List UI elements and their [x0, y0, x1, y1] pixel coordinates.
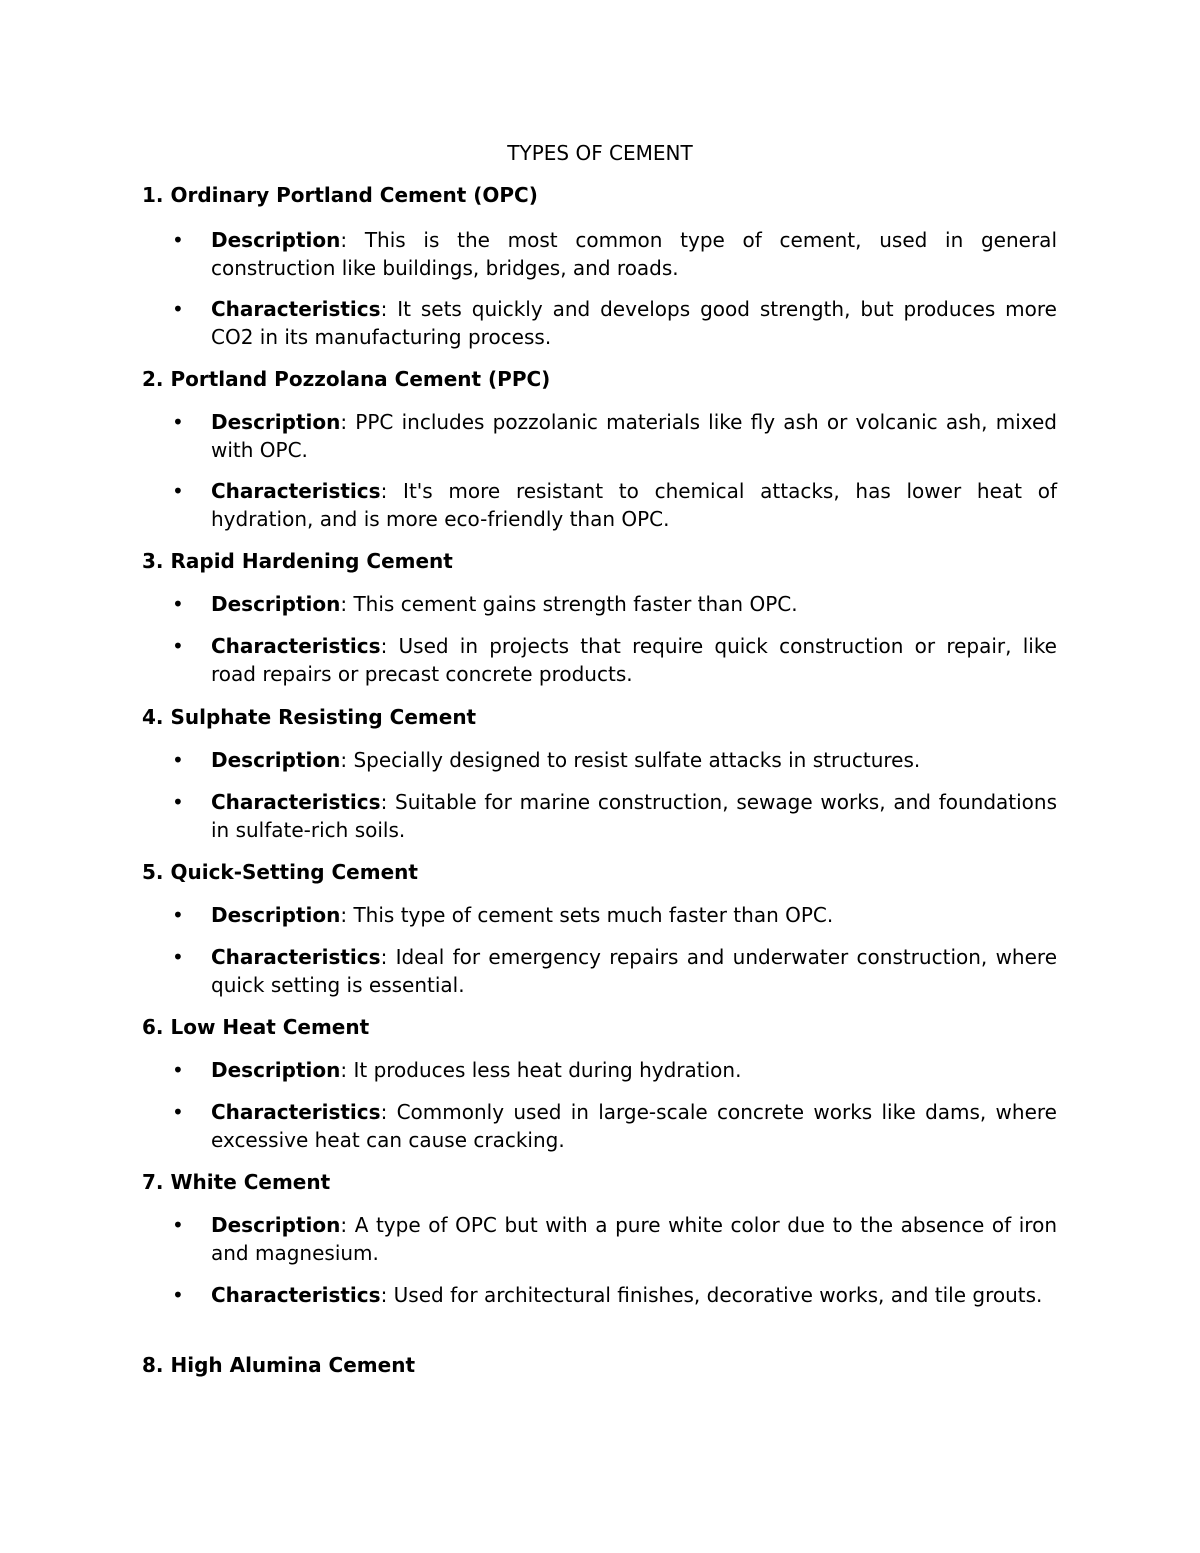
- bullet-label: Description: [211, 1213, 341, 1237]
- bullet-text: Description: It produces less heat during hydration.: [211, 1058, 742, 1082]
- bullet-icon: •: [172, 903, 184, 927]
- bullet-label: Description: [211, 1058, 341, 1082]
- bullet-text: Characteristics: Used for architectural finishes, decorative works, and tile grouts.: [211, 1283, 1043, 1307]
- section-heading: 4. Sulphate Resisting Cement: [142, 705, 477, 729]
- bullet-label: Description: [211, 903, 341, 927]
- bullet-text: Characteristics: Ideal for emergency repairs and underwater construction, where quick setting is essential.: [211, 945, 1057, 997]
- document-title: TYPES OF CEMENT: [507, 141, 693, 165]
- bullet-icon: •: [172, 479, 184, 503]
- bullet-icon: •: [172, 1283, 184, 1307]
- bullet-text: Description: This cement gains strength faster than OPC.: [211, 592, 798, 616]
- bullet-label: Characteristics: [211, 1283, 381, 1307]
- bullet-icon: •: [172, 410, 184, 434]
- bullet-icon: •: [172, 945, 184, 969]
- bullet-label: Description: [211, 228, 341, 252]
- section-heading: 5. Quick-Setting Cement: [142, 860, 418, 884]
- bullet-text: Description: A type of OPC but with a pure white color due to the absence of iron and magnesium.: [211, 1213, 1057, 1265]
- bullet-text: Description: PPC includes pozzolanic materials like fly ash or volcanic ash, mixed with OPC.: [211, 410, 1057, 462]
- bullet-icon: •: [172, 748, 184, 772]
- bullet-label: Characteristics: [211, 790, 381, 814]
- bullet-label: Description: [211, 410, 341, 434]
- bullet-icon: •: [172, 1100, 184, 1124]
- bullet-icon: •: [172, 790, 184, 814]
- bullet-label: Characteristics: [211, 1100, 381, 1124]
- bullet-text: Description: This is the most common type of cement, used in general construction like buildings, bridges, and roads.: [211, 228, 1057, 280]
- bullet-text: Characteristics: Used in projects that require quick construction or repair, like road repairs or precast concrete products.: [211, 634, 1057, 686]
- bullet-text: Characteristics: It's more resistant to chemical attacks, has lower heat of hydration, and is more eco-friendly than OPC.: [211, 479, 1057, 531]
- bullet-icon: •: [172, 1213, 184, 1237]
- bullet-icon: •: [172, 592, 184, 616]
- bullet-label: Characteristics: [211, 297, 381, 321]
- bullet-text: Characteristics: It sets quickly and develops good strength, but produces more CO2 in its manufacturing process.: [211, 297, 1057, 349]
- bullet-text: Description: Specially designed to resist sulfate attacks in structures.: [211, 748, 921, 772]
- bullet-icon: •: [172, 634, 184, 658]
- section-heading: 6. Low Heat Cement: [142, 1015, 370, 1039]
- section-heading: 3. Rapid Hardening Cement: [142, 549, 453, 573]
- bullet-label: Description: [211, 592, 341, 616]
- bullet-label: Characteristics: [211, 634, 381, 658]
- bullet-label: Characteristics: [211, 479, 381, 503]
- bullet-text: Characteristics: Commonly used in large-scale concrete works like dams, where excessive heat can cause cracking.: [211, 1100, 1057, 1152]
- bullet-text: Characteristics: Suitable for marine construction, sewage works, and foundations in sulfate-rich soils.: [211, 790, 1057, 842]
- bullet-label: Characteristics: [211, 945, 381, 969]
- bullet-icon: •: [172, 297, 184, 321]
- bullet-icon: •: [172, 1058, 184, 1082]
- section-heading: 2. Portland Pozzolana Cement (PPC): [142, 367, 551, 391]
- section-heading: 1. Ordinary Portland Cement (OPC): [142, 183, 538, 207]
- bullet-text: Description: This type of cement sets much faster than OPC.: [211, 903, 834, 927]
- section-heading: 8. High Alumina Cement: [142, 1353, 415, 1377]
- bullet-icon: •: [172, 228, 184, 252]
- bullet-label: Description: [211, 748, 341, 772]
- section-heading: 7. White Cement: [142, 1170, 331, 1194]
